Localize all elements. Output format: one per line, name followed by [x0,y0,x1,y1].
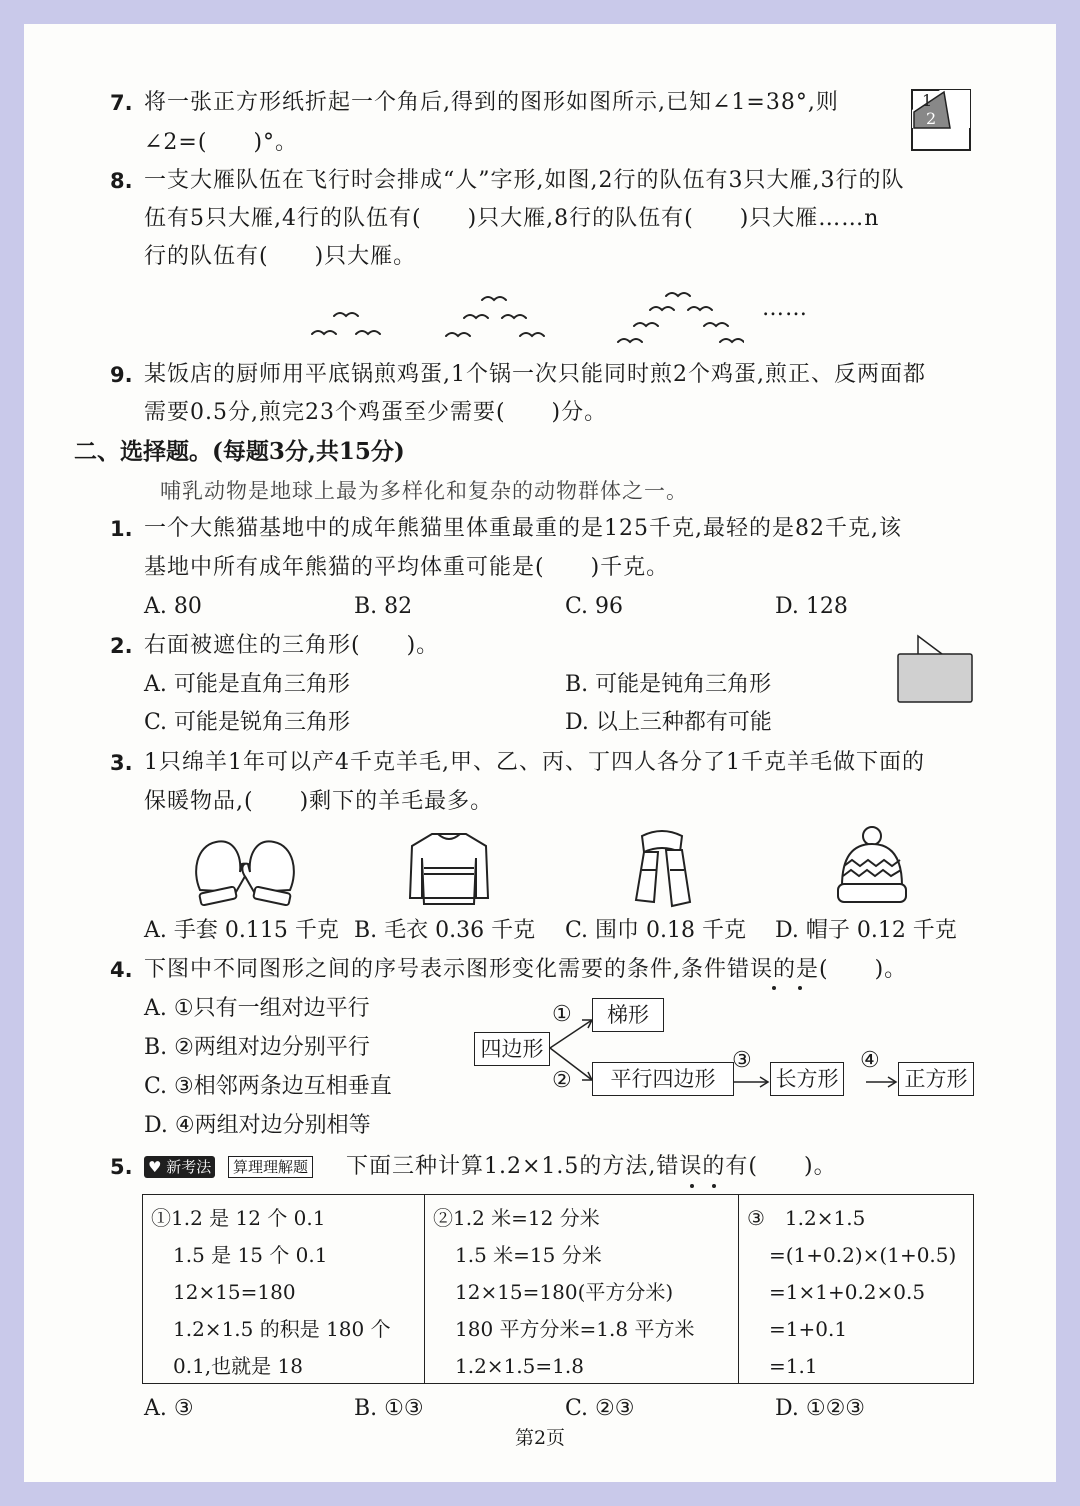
mittens-icon [190,832,300,908]
method-2-cell [425,1195,739,1383]
c2-number: 2. [110,634,133,658]
exam-page [24,24,1056,1482]
method-2-line: 180 平方分米=1.8 平方米 [455,1317,695,1341]
flow-box-rectangle: 长方形 [770,1062,844,1096]
q9-text-line2: 需要0.5分,煎完23个鸡蛋至少需要( )分。 [144,400,608,425]
folded-square-figure [910,88,974,154]
method-1-line: 12×15=180 [173,1280,296,1304]
method-1-cell [143,1195,425,1383]
q8-number: 8. [110,169,133,193]
q7-text-line2: ∠2=( )°。 [144,130,299,155]
flow-box-parallelogram: 平行四边形 [592,1062,734,1096]
method-2-line: 12×15=180(平方分米) [455,1280,674,1304]
scarf-icon [628,826,698,912]
method-3-line: =1×1+0.2×0.5 [769,1280,926,1304]
c1-option-c[interactable]: C. 96 [565,594,624,619]
c4-option-a[interactable]: A. ①只有一组对边平行 [144,996,370,1021]
c5-option-c[interactable]: C. ②③ [565,1396,635,1421]
geese-formation-figure [304,286,744,356]
emphasis-dot [712,1184,716,1188]
c2-text-line1: 右面被遮住的三角形( )。 [144,633,440,658]
flow-box-square: 正方形 [898,1062,974,1096]
c2-option-b[interactable]: B. 可能是钝角三角形 [565,672,772,697]
c2-option-c[interactable]: C. 可能是锐角三角形 [144,710,351,735]
c1-text-line1: 一个大熊猫基地中的成年熊猫里体重最重的是125千克,最轻的是82千克,该 [144,516,902,541]
q8-text-line3: 行的队伍有( )只大雁。 [144,244,417,269]
method-3-line: ③ 1.2×1.5 [747,1206,866,1230]
method-2-line: 1.2×1.5=1.8 [455,1354,584,1378]
q9-number: 9. [110,363,133,387]
geese-ellipsis: …… [762,296,808,321]
q7-number: 7. [110,91,133,115]
flow-box-trapezoid: 梯形 [592,998,664,1032]
c5-option-b[interactable]: B. ①③ [354,1396,424,1421]
c3-number: 3. [110,751,133,775]
c1-option-d[interactable]: D. 128 [775,594,848,619]
hidden-triangle-figure [896,634,976,706]
method-3-cell [739,1195,973,1383]
c3-text-line2: 保暖物品,( )剩下的羊毛最多。 [144,789,494,814]
c1-option-a[interactable]: A. 80 [144,594,202,619]
c4-option-b[interactable]: B. ②两组对边分别平行 [144,1035,370,1060]
c4-number: 4. [110,958,133,982]
c5-text-line1: 下面三种计算1.2×1.5的方法,错误的有( )。 [346,1154,837,1179]
c4-option-d[interactable]: D. ④两组对边分别相等 [144,1113,371,1138]
emphasis-dot [772,986,776,990]
page-number: 第2页 [514,1427,566,1449]
q8-text-line2: 伍有5只大雁,4行的队伍有( )只大雁,8行的队伍有( )只大雁……n [144,206,880,231]
c3-option-a[interactable]: A. 手套 0.115 千克 [144,918,339,943]
question-type-tag: 算理理解题 [228,1156,313,1178]
c1-number: 1. [110,517,133,541]
method-1-line: 1.5 是 15 个 0.1 [173,1243,328,1267]
method-3-line: =1.1 [769,1354,818,1378]
new-exam-tag-label: 新考法 [166,1158,212,1176]
c5-option-a[interactable]: A. ③ [144,1396,194,1421]
c1-option-b[interactable]: B. 82 [354,594,413,619]
goose-mark [334,313,358,316]
method-1-line: 0.1,也就是 18 [173,1354,303,1378]
c4-text-line1: 下图中不同图形之间的序号表示图形变化需要的条件,条件错误的是( )。 [144,957,908,982]
c3-option-b[interactable]: B. 毛衣 0.36 千克 [354,918,536,943]
new-exam-tag [144,1156,215,1178]
method-3-line: =(1+0.2)×(1+0.5) [769,1243,957,1267]
bulb-icon: ♥ [148,1158,167,1176]
sweater-icon [406,828,492,910]
c1-text-line2: 基地中所有成年熊猫的平均体重可能是( )千克。 [144,555,670,580]
emphasis-dot [690,1184,694,1188]
q9-text-line1: 某饭店的厨师用平底锅煎鸡蛋,1个锅一次只能同时煎2个鸡蛋,煎正、反两面都 [144,362,926,387]
method-1-line: ①1.2 是 12 个 0.1 [151,1206,326,1230]
angle-2-label: 2 [926,109,937,128]
method-1-line: 1.2×1.5 的积是 180 个 [173,1317,391,1341]
flow-label-4: ④ [860,1048,880,1073]
goose-mark [356,331,380,334]
emphasis-dot [798,986,802,990]
c3-option-c[interactable]: C. 围巾 0.18 千克 [565,918,747,943]
method-2-line: 1.5 米=15 分米 [455,1243,602,1267]
method-3-line: =1+0.1 [769,1317,848,1341]
method-2-line: ②1.2 米=12 分米 [433,1206,600,1230]
section-intro: 哺乳动物是地球上最为多样化和复杂的动物群体之一。 [160,479,688,503]
flow-label-2: ② [552,1068,572,1093]
c3-text-line1: 1只绵羊1年可以产4千克羊毛,甲、乙、丙、丁四人各分了1千克羊毛做下面的 [144,750,925,775]
q8-text-line1: 一支大雁队伍在飞行时会排成“人”字形,如图,2行的队伍有3只大雁,3行的队 [144,168,905,193]
goose-mark [312,331,336,334]
flow-box-quadrilateral: 四边形 [474,1032,550,1066]
c2-option-d[interactable]: D. 以上三种都有可能 [565,710,772,735]
section-title: 二、选择题。(每题3分,共15分) [74,438,405,465]
calculation-methods-table [142,1194,974,1384]
flow-label-3: ③ [732,1048,752,1073]
c5-number: 5. [110,1155,133,1179]
c2-option-a[interactable]: A. 可能是直角三角形 [144,672,350,697]
c3-option-d[interactable]: D. 帽子 0.12 千克 [775,918,957,943]
flow-label-1: ① [552,1002,572,1027]
q7-text-line1: 将一张正方形纸折起一个角后,得到的图形如图所示,已知∠1=38°,则 [144,90,839,115]
angle-1-label: 1 [922,91,933,110]
c4-option-c[interactable]: C. ③相邻两条边互相垂直 [144,1074,392,1099]
c5-option-d[interactable]: D. ①②③ [775,1396,866,1421]
hat-icon [834,824,910,908]
